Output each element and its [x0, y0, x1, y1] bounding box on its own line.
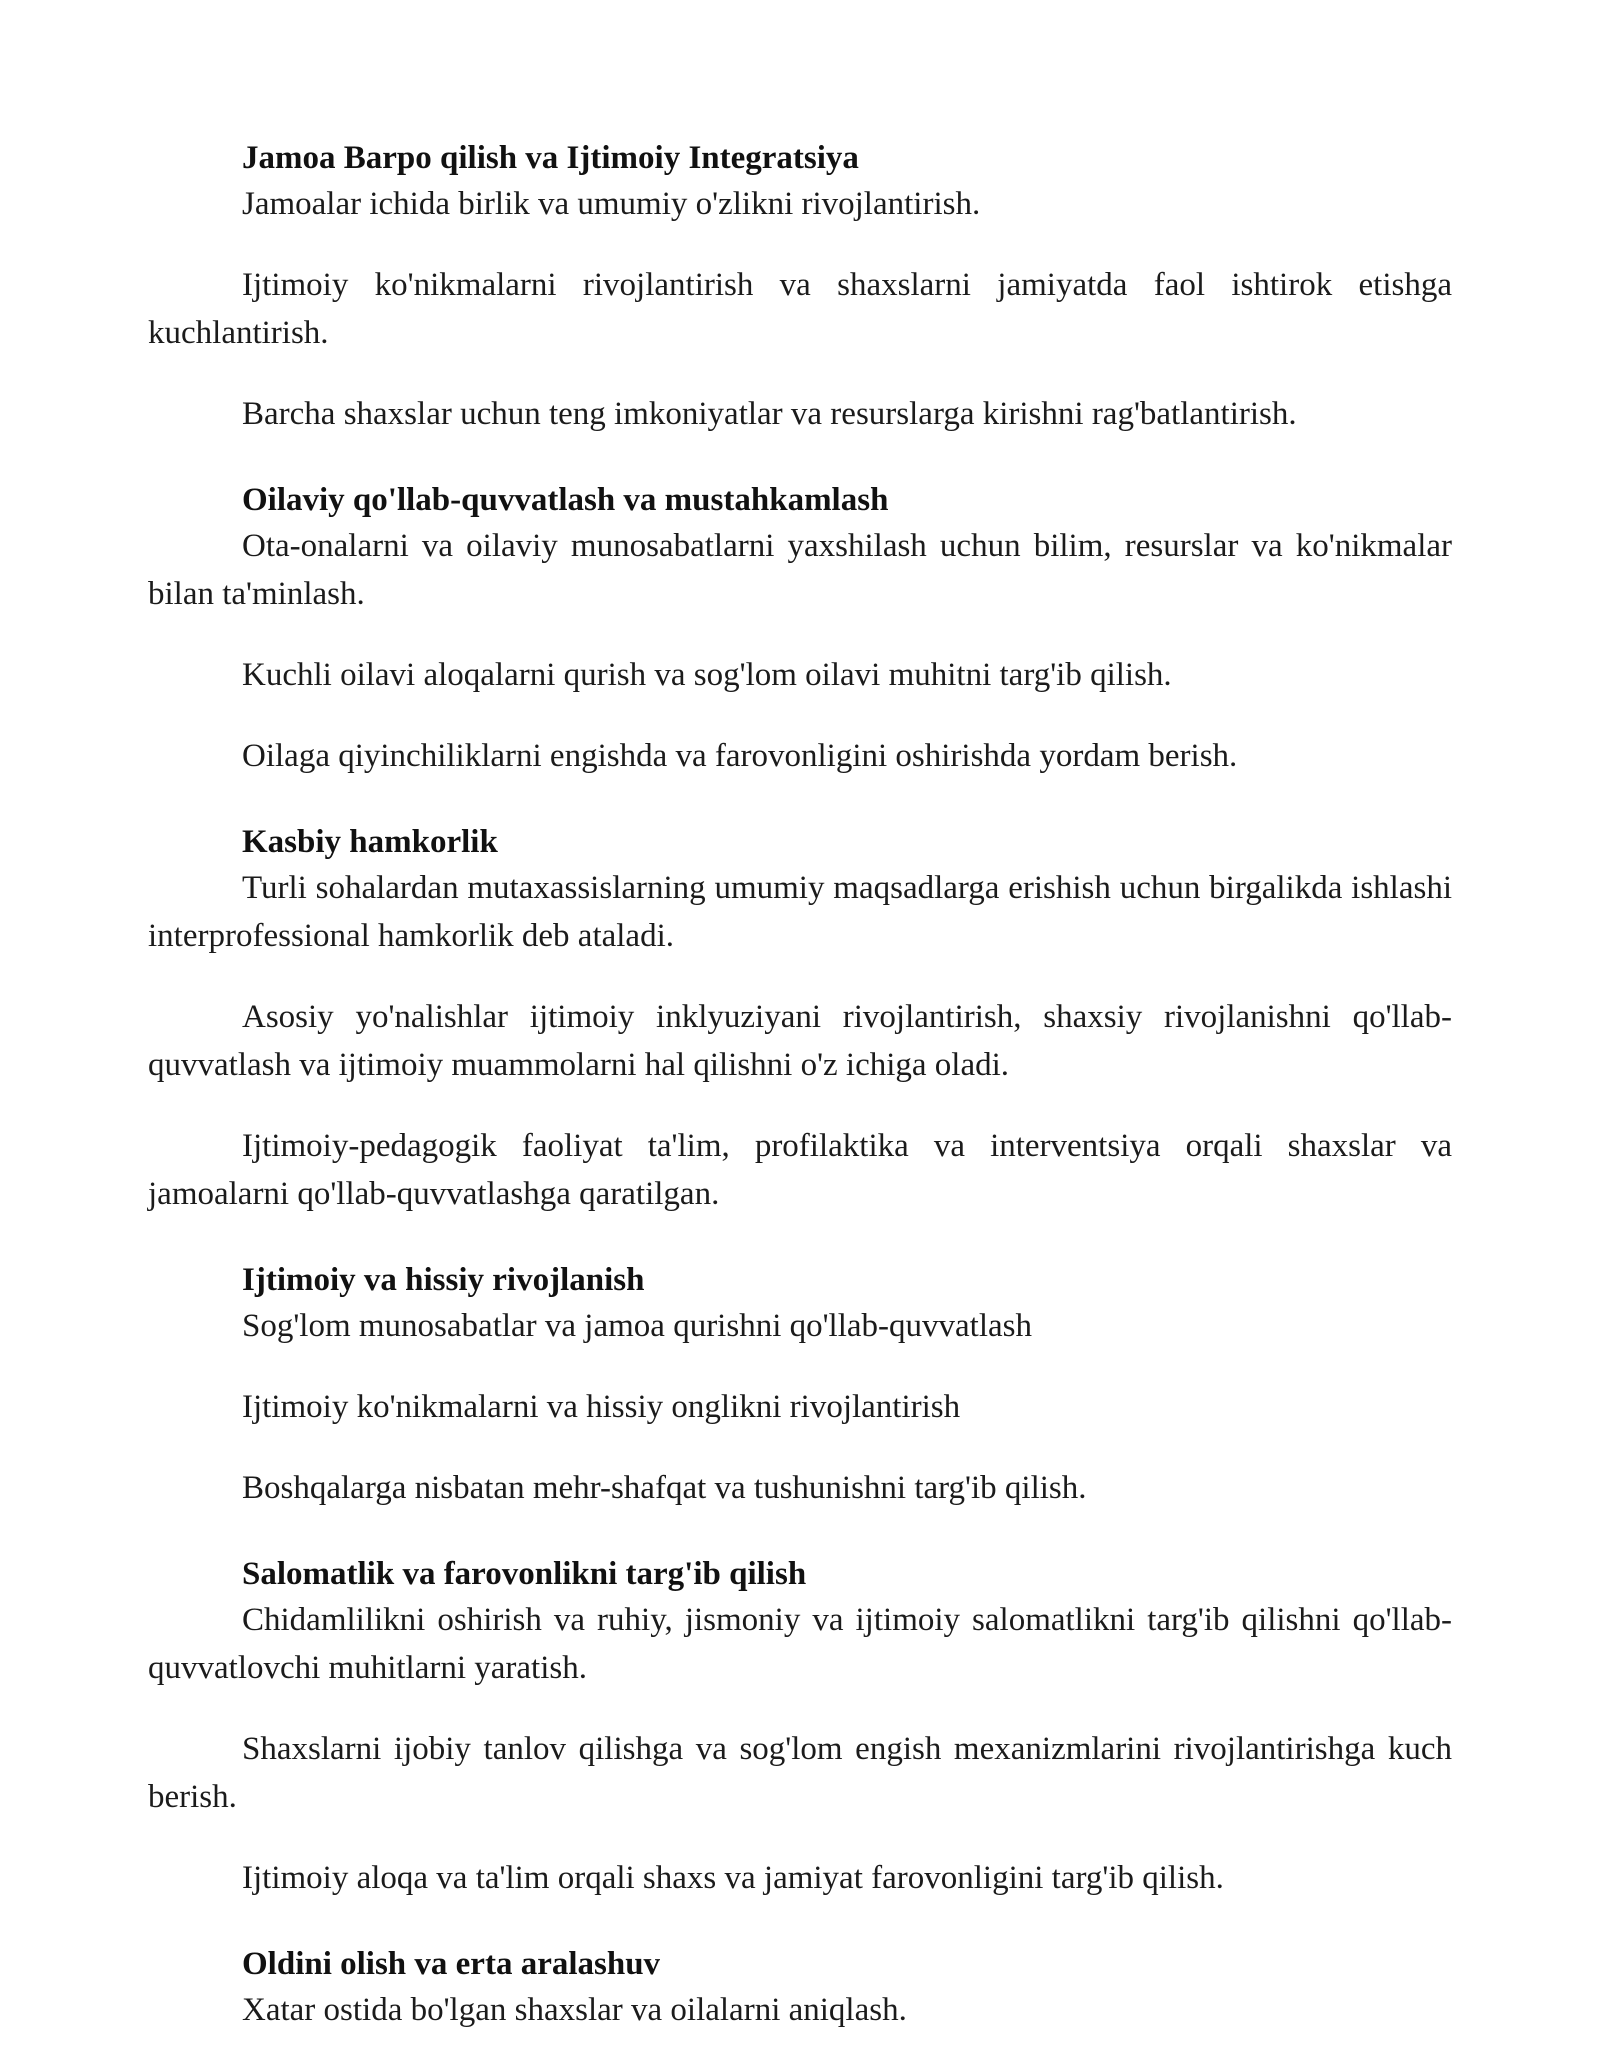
paragraph: Sog'lom munosabatlar va jamoa qurishni qo'llab-quvvatlash — [242, 1308, 1033, 1344]
paragraph: Xatar ostida bo'lgan shaxslar va oilalarni aniqlash. — [242, 1992, 907, 2028]
section — [148, 1942, 1452, 2034]
section — [148, 1552, 1452, 1902]
section-heading: Kasbiy hamkorlik — [242, 824, 498, 860]
paragraph: Ijtimoiy ko'nikmalarni rivojlantirish va shaxslarni jamiyatda faol ishtirok etishga kuchlantirish. — [148, 267, 1452, 351]
paragraph: Turli sohalardan mutaxassislarning umumiy maqsadlarga erishish uchun birgalikda ishlashi interprofessional hamkorlik deb ataladi. — [148, 870, 1452, 954]
paragraph: Ijtimoiy-pedagogik faoliyat ta'lim, profilaktika va interventsiya orqali shaxslar va jamoalarni qo'llab-quvvatlashga qaratilgan. — [148, 1128, 1452, 1212]
section-heading: Oldini olish va erta aralashuv — [242, 1946, 661, 1982]
paragraph: Boshqalarga nisbatan mehr-shafqat va tushunishni targ'ib qilish. — [242, 1470, 1087, 1506]
paragraph: Kuchli oilavi aloqalarni qurish va sog'lom oilavi muhitni targ'ib qilish. — [242, 657, 1172, 693]
section — [148, 478, 1452, 780]
paragraph: Asosiy yo'nalishlar ijtimoiy inklyuziyani rivojlantirish, shaxsiy rivojlanishni qo'llab-quvvatlash va ijtimoiy muammolarni hal qilishni o'z ichiga oladi. — [148, 999, 1452, 1083]
section-heading: Ijtimoiy va hissiy rivojlanish — [242, 1262, 645, 1298]
section — [148, 820, 1452, 1218]
section-heading: Salomatlik va farovonlikni targ'ib qilish — [242, 1556, 807, 1592]
paragraph: Barcha shaxslar uchun teng imkoniyatlar va resurslarga kirishni rag'batlantirish. — [242, 396, 1297, 432]
paragraph: Oilaga qiyinchiliklarni engishda va farovonligini oshirishda yordam berish. — [242, 738, 1238, 774]
paragraph: Shaxslarni ijobiy tanlov qilishga va sog'lom engish mexanizmlarini rivojlantirishga kuch berish. — [148, 1731, 1452, 1815]
paragraph: Jamoalar ichida birlik va umumiy o'zlikni rivojlantirish. — [242, 186, 981, 222]
section-heading: Oilaviy qo'llab-quvvatlash va mustahkamlash — [242, 482, 889, 518]
paragraph: Ota-onalarni va oilaviy munosabatlarni yaxshilash uchun bilim, resurslar va ko'nikmalar bilan ta'minlash. — [148, 528, 1452, 612]
document-page — [148, 136, 1452, 2067]
section-heading: Jamoa Barpo qilish va Ijtimoiy Integratsiya — [242, 140, 859, 176]
paragraph: Chidamlilikni oshirish va ruhiy, jismoniy va ijtimoiy salomatlikni targ'ib qilishni qo'llab-quvvatlovchi muhitlarni yaratish. — [148, 1602, 1452, 1686]
section — [148, 136, 1452, 438]
paragraph: Ijtimoiy ko'nikmalarni va hissiy onglikni rivojlantirish — [242, 1389, 961, 1425]
paragraph: Ijtimoiy aloqa va ta'lim orqali shaxs va jamiyat farovonligini targ'ib qilish. — [242, 1860, 1224, 1896]
section — [148, 1258, 1452, 1512]
